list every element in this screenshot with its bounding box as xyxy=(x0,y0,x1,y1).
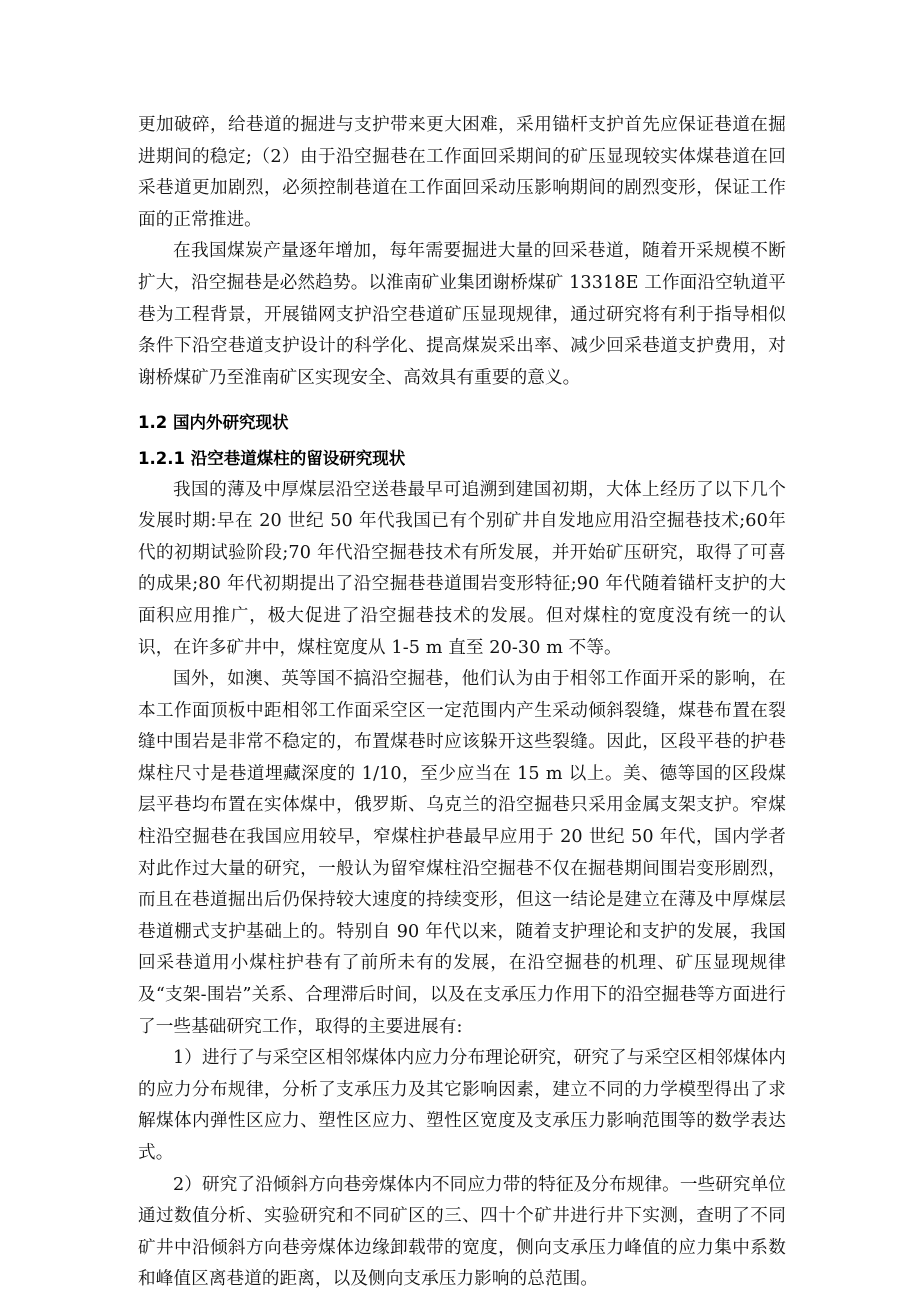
page-content xyxy=(138,110,786,1296)
paragraph-domestic-history: 我国的薄及中厚煤层沿空送巷最早可追溯到建国初期，大体上经历了以下几个发展时期:早在 20 世纪 50 年代我国已有个别矿井自发地应用沿空掘巷技术;60年代的初期试验阶段;70 年代沿空掘巷技术有所发展，并开始矿压研究，取得了可喜的成果;80 年代初期提出了沿空掘巷巷道围岩变形特征;90 年代随着锚杆支护的大面积应用推广，极大促进了沿空掘巷技术的发展。但对煤柱的宽度没有统一的认识，在许多矿井中，煤柱宽度从 1-5 m 直至 20-30 m 不等。 xyxy=(138,479,786,658)
paragraph-progress-item-2: 2）研究了沿倾斜方向巷旁煤体内不同应力带的特征及分布规律。一些研究单位通过数值分析、实验研究和不同矿区的三、四十个矿井进行井下实测，查明了不同矿井中沿倾斜方向巷旁煤体边缘卸载带的宽度，侧向支承压力峰值的应力集中系数和峰值区离巷道的距离，以及侧向支承压力影响的总范围。 xyxy=(138,1174,786,1290)
paragraph-background: 在我国煤炭产量逐年增加，每年需要掘进大量的回采巷道，随着开采规模不断扩大，沿空掘巷是必然趋势。以淮南矿业集团谢桥煤矿 13318E 工作面沿空轨道平巷为工程背景，开展锚网支护沿空巷道矿压显现规律，通过研究将有利于指导相似条件下沿空巷道支护设计的科学化、提高煤炭采出率、减少回采巷道支护费用，对谢桥煤矿乃至淮南矿区实现安全、高效具有重要的意义。 xyxy=(138,241,786,388)
section-heading: 1.2 国内外研究现状 xyxy=(138,413,289,433)
paragraph-continuation: 更加破碎，给巷道的掘进与支护带来更大困难，采用锚杆支护首先应保证巷道在掘进期间的稳定;（2）由于沿空掘巷在工作面回采期间的矿压显现较实体煤巷道在回采巷道更加剧烈，必须控制巷道在工作面回采动压影响期间的剧烈变形，保证工作面的正常推进。 xyxy=(138,115,786,230)
subsection-heading: 1.2.1 沿空巷道煤柱的留设研究现状 xyxy=(138,448,406,468)
paragraph-progress-item-1: 1）进行了与采空区相邻煤体内应力分布理论研究，研究了与采空区相邻煤体内的应力分布规律，分析了支承压力及其它影响因素，建立不同的力学模型得出了求解煤体内弹性区应力、塑性区应力、塑性区宽度及支承压力影响范围等的数学表达式。 xyxy=(138,1048,786,1163)
paragraph-foreign-research: 国外，如澳、英等国不搞沿空掘巷，他们认为由于相邻工作面开采的影响，在本工作面顶板中距相邻工作面采空区一定范围内产生采动倾斜裂缝，煤巷布置在裂缝中围岩是非常不稳定的，布置煤巷时应该躲开这些裂缝。因此，区段平巷的护巷煤柱尺寸是巷道埋藏深度的 1/10，至少应当在 15 m 以上。美、德等国的区段煤层平巷均布置在实体煤中，俄罗斯、乌克兰的沿空掘巷只采用金属支架支护。窄煤柱沿空掘巷在我国应用较早，窄煤柱护巷最早应用于 20 世纪 50 年代，国内学者对此作过大量的研究，一般认为留窄煤柱沿空掘巷不仅在掘巷期间围岩变形剧烈，而且在巷道掘出后仍保持较大速度的持续变形，但这一结论是建立在薄及中厚煤层巷道棚式支护基础上的。特别自 90 年代以来，随着支护理论和支护的发展，我国回采巷道用小煤柱护巷有了前所未有的发展，在沿空掘巷的机理、矿压显现规律及“支架-围岩”关系、合理滞后时间，以及在支承压力作用下的沿空掘巷等方面进行了一些基础研究工作，取得的主要进展有: xyxy=(138,669,786,1037)
